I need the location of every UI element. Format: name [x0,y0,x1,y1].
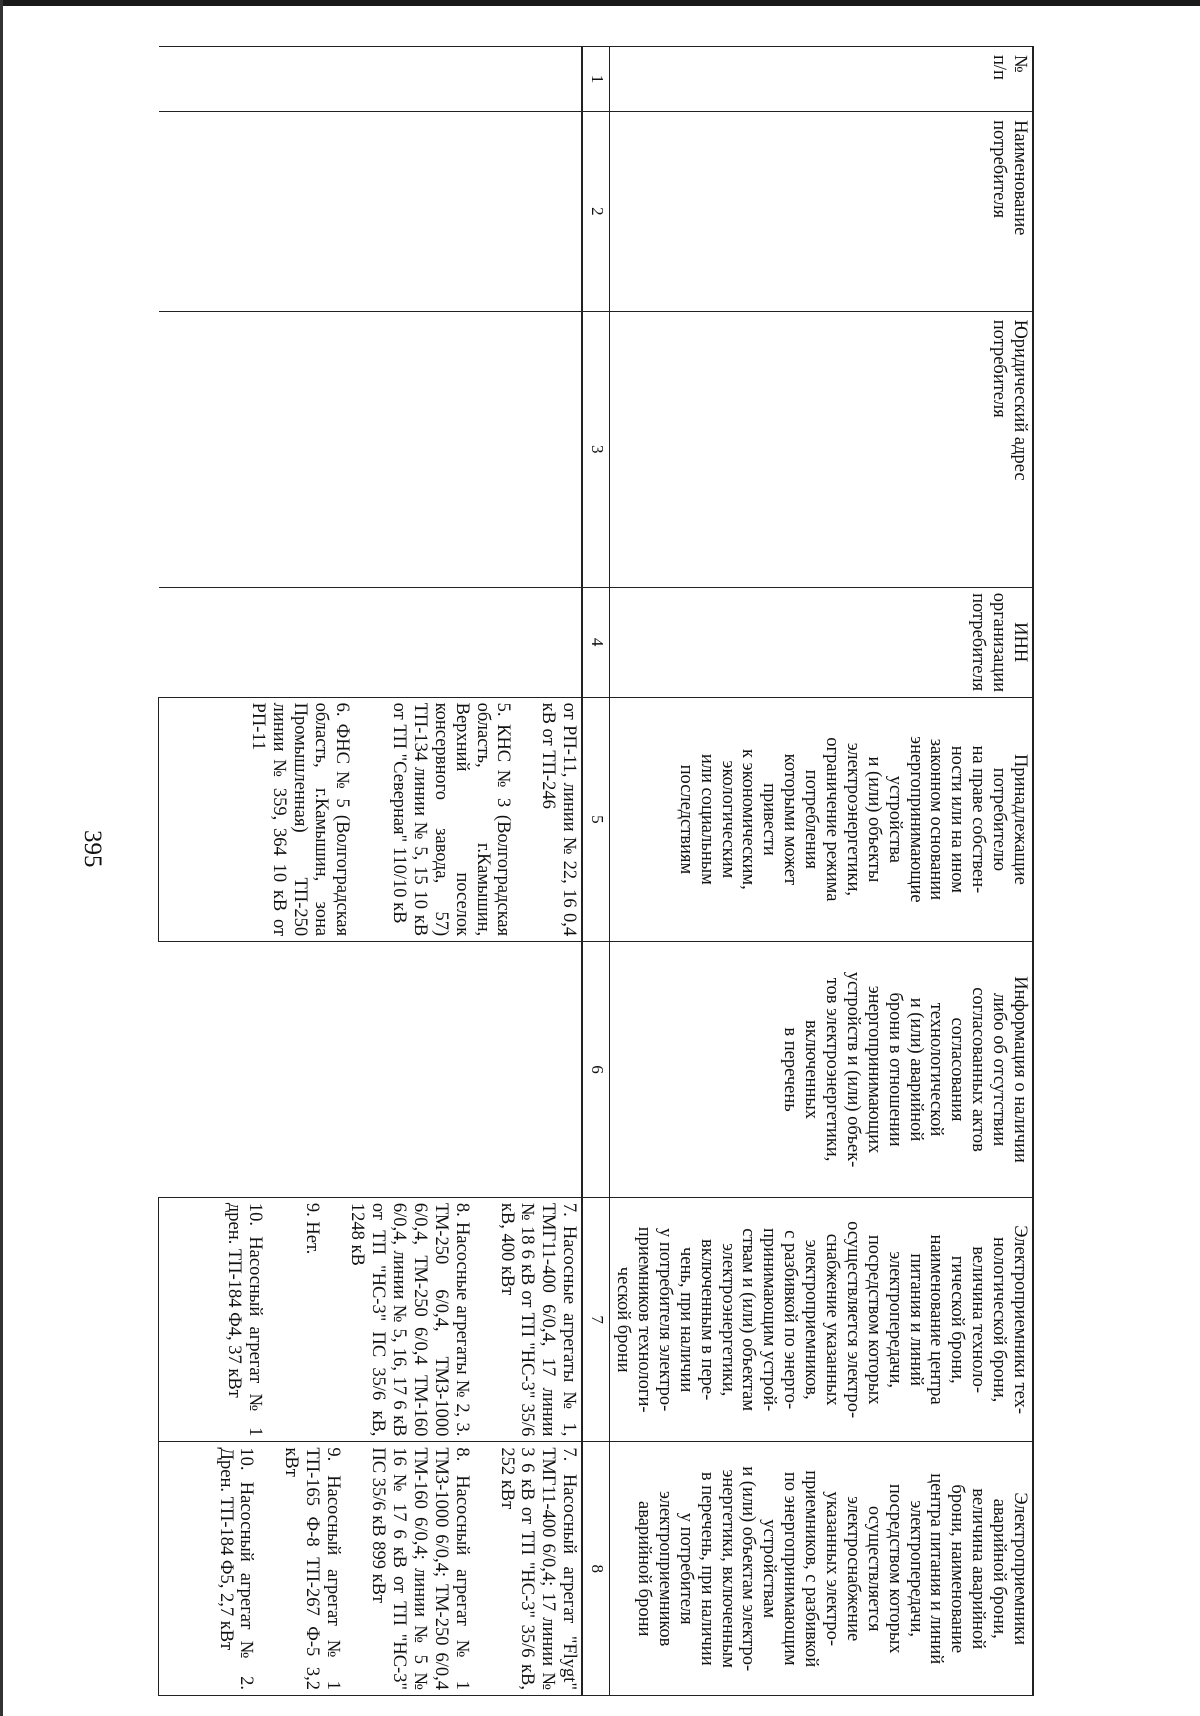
cell-emergency-reservation [159,1442,583,1696]
header-owned-devices: Принадлежащие потребителю на праве собствен- ности или на ином законном основании энергопринимающие устройства и (или) объекты электроэнергетики, ограничение режима потребления которыми может привести к экономическим, экологическим или социальным последствиям [610,697,1033,942]
cell-consumer-name [159,112,583,312]
list-item: от РП-11, линии № 22, 16 0,4 кВ от ТП-246 [538,702,580,937]
list-item: 9. Нет. [302,1202,323,1255]
header-row [610,47,1033,1696]
list-item: 7. Насосный агрегат "Flygt" ТМГ11-400 6/0,4; 17 линии № 3 6 кВ от ТП "НС-3" 35/6 кВ, 252 кВт [496,1447,580,1690]
list-item: 8. Насосные агрегаты № 2, 3. ТМ-250 6/0,4, ТМЗ-1000 6/0,4, ТМ-250 6/0,4 ТМ-160 6/0,4, линии № 5, 16, 17 6 кВ от ТП "НС-3" ПС 35/6 кВ, 1248 кВ [347,1202,472,1437]
column-number: 3 [582,311,610,587]
list-item: 9. Насосный агрегат № 1 ТП-165 Ф-8 ТП-267 Ф-5 3,2 кВт [281,1447,344,1690]
list-item: 7. Насосные агрегаты № 1, ТМГ11-400 6/0,4, 17 линии № 18 6 кВ от ТП "НС-3" 35/6 кВ, 400 кВт [496,1202,580,1437]
column-number: 6 [582,942,610,1198]
header-reservation-acts: Информация о наличии либо об отсутствии согласованных актов согласования технологической и (или) аварийной брони в отношении энергопринимающих устройств и (или) объек- тов электроэнергетики, включенных в перечень [610,942,1033,1198]
table-row [159,47,583,1696]
column-number-row [582,47,610,1696]
header-emergency-reservation: Электроприемники аварийной брони, величина аварийной брони, наименование центра питания и линий электропередачи, посредством которых осуществляется электроснабжение указанных электро- приемников, с разбивкой по энергопринимающим устройствам и (или) объектам электро- энергетики, включенным в перечень, при наличии у потребителя электроприемников аварийной брони [610,1442,1033,1696]
cell-number [159,47,583,112]
column-number: 2 [582,112,610,312]
cell-technological-reservation [159,1197,583,1442]
list-item: 10. Насосный агрегат № 1 дрен. ТП-184 Ф4, 37 кВт [224,1202,266,1437]
page-number: 395 [79,830,106,868]
list-item: 8. Насосный агрегат № 1 ТМЗ-1000 6/0,4; ТМ-250 6/0,4 ТМ-160 6/0,4; линии № 5 № 16 № 17 6 кВ от ТП "НС-3" ПС 35/6 кВ 899 кВт [368,1447,472,1690]
cell-reservation-acts [159,942,583,1198]
list-item: 5. КНС № 3 (Волгоградская область, г.Камышин, Верхний поселок консервного завода, 57) ТП-134 линии № 5, 15 10 кВ от ТП "Северная" 110/10 кВ [388,702,514,937]
column-number: 1 [582,47,610,112]
list-item: 6. ФНС № 5 (Волгоградская область, г.Камышин, зона Промышленная) ТП-250 линии № 359, 364 10 кВ от РП-11 [248,702,353,937]
cell-legal-address [159,311,583,587]
cell-inn [159,587,583,697]
cell-owned-devices [159,697,583,942]
header-legal-address: Юридический адрес потребителя [610,311,1033,587]
column-number: 5 [582,697,610,942]
column-number: 7 [582,1197,610,1442]
header-technological-reservation: Электроприемники тех- нологической брони, величина техноло- гической брони, наименование центра питания и линий электропередачи, посредством которых осуществляется электро- снабжение указанных электроприемников, с разбивкой по энерго- принимающим устрой- ствам и (или) объектам электроэнергетики, включенным в пере- чень, при наличии у потребителя электро- приемников технологи- ческой брони [610,1197,1033,1442]
column-number: 4 [582,587,610,697]
header-number: № п/п [610,47,1033,112]
header-consumer-name: Наименование потребителя [610,112,1033,312]
column-number: 8 [582,1442,610,1696]
consumers-table [158,46,1034,1696]
list-item: 10. Насосный агрегат № 2. Дрен. ТП-184 Ф5, 2,7 кВт [215,1447,257,1690]
header-inn: ИНН организации потребителя [610,587,1033,697]
